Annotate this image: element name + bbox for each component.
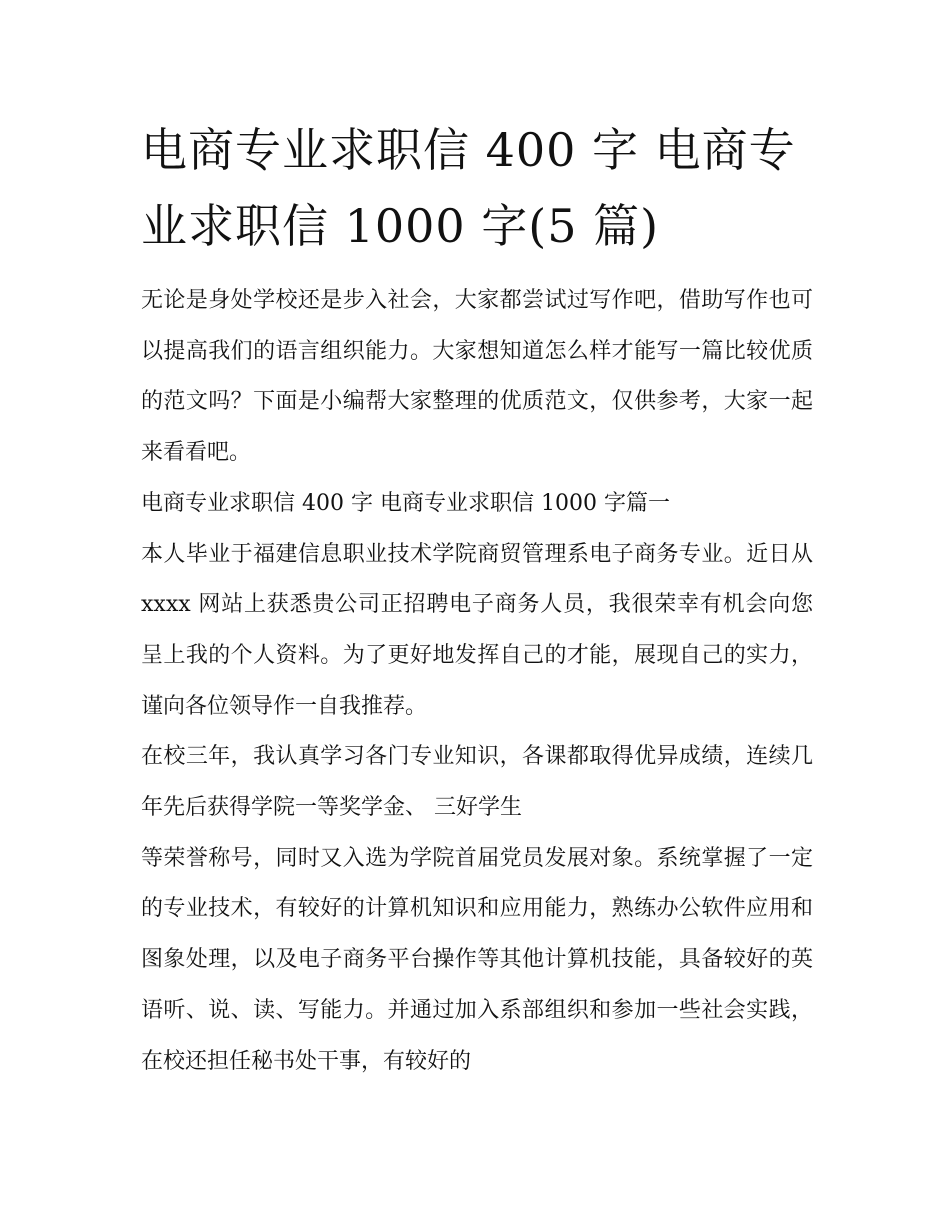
document-title <box>141 112 813 264</box>
intro-paragraph: 无论是身处学校还是步入社会，大家都尝试过写作吧，借助写作也可以提高我们的语言组织能力。大家想知道怎么样才能写一篇比较优质的范文吗？下面是小编帮大家整理的优质范文，仅供参考，大家一起来看看吧。 <box>141 288 813 466</box>
title-line-1: 电商专业求职信 400 字 电商专 <box>141 123 796 177</box>
body-paragraph-1: 本人毕业于福建信息职业技术学院商贸管理系电子商务专业。近日从 xxxx 网站上获悉贵公司正招聘电子商务人员，我很荣幸有机会向您呈上我的个人资料。为了更好地发挥自己的才能，展现自己的实力，谨向各位领导作一自我推荐。 <box>141 541 813 719</box>
title-line-2: 业求职信 1000 字(5 篇) <box>141 199 660 253</box>
section-heading: 电商专业求职信 400 字 电商专业求职信 1000 字篇一 <box>141 490 670 516</box>
body-paragraph-3: 等荣誉称号，同时又入选为学院首届党员发展对象。系统掌握了一定的专业技术，有较好的计算机知识和应用能力，熟练办公软件应用和图象处理，以及电子商务平台操作等其他计算机技能，具备较好的英语听、说、读、写能力。并通过加入系部组织和参加一些社会实践，在校还担任秘书处干事，有较好的 <box>141 845 813 1074</box>
body-paragraph-2: 在校三年，我认真学习各门专业知识，各课都取得优异成绩，连续几年先后获得学院一等奖学金、 三好学生 <box>141 744 813 821</box>
document-page <box>141 112 813 1087</box>
